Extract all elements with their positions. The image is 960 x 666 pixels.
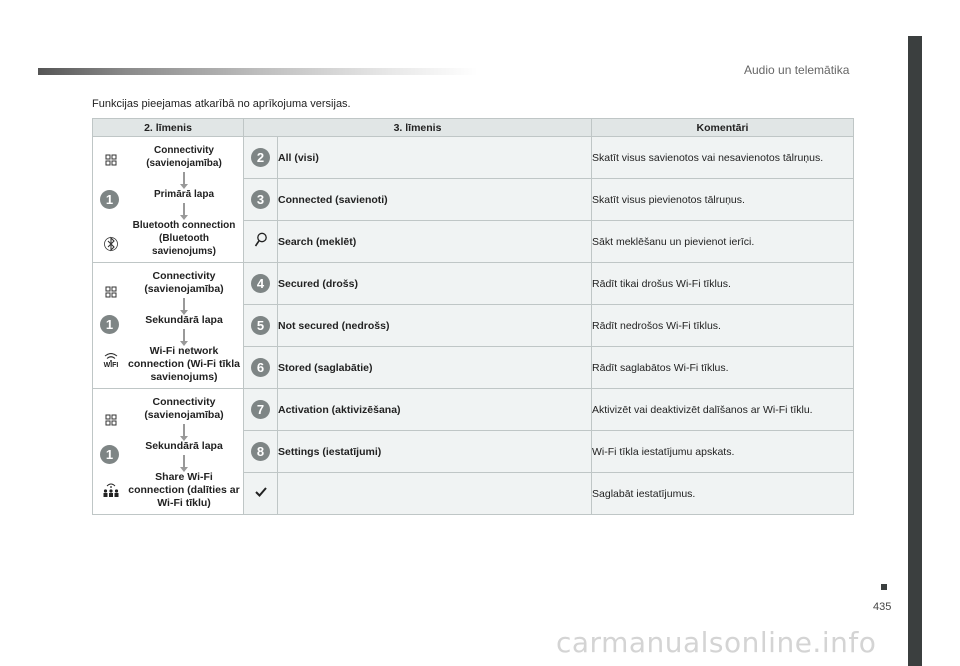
share-users-icon <box>101 480 121 500</box>
comment-text: Skatīt visus savienotos vai nesavienotos tālruņus. <box>592 137 854 179</box>
level3-label: Secured (drošs) <box>278 263 592 305</box>
level3-badge: 6 <box>251 358 270 377</box>
level3-badge: 8 <box>251 442 270 461</box>
comment-text: Wi-Fi tīkla iestatījumu apskats. <box>592 431 854 473</box>
down-arrow-icon <box>183 455 185 469</box>
down-arrow-icon <box>183 172 185 186</box>
level1-badge: 1 <box>100 190 119 209</box>
grid-icon <box>101 150 121 170</box>
level3-label: Stored (saglabātie) <box>278 347 592 389</box>
level3-label: Connected (savienoti) <box>278 179 592 221</box>
header-comments: Komentāri <box>592 119 854 137</box>
level3-label: Search (meklēt) <box>278 221 592 263</box>
level3-label: Not secured (nedrošs) <box>278 305 592 347</box>
level3-badge: 7 <box>251 400 270 419</box>
level1-badge: 1 <box>100 315 119 334</box>
level2-text-item: Bluetooth connection (Bluetooth savienojums) <box>132 219 236 257</box>
level3-label: Activation (aktivizēšana) <box>278 389 592 431</box>
level2-text-page: Sekundārā lapa <box>145 313 223 326</box>
function-table <box>92 118 854 515</box>
comment-text: Skatīt visus pievienotos tālruņus. <box>592 179 854 221</box>
level2-text-page: Primārā lapa <box>153 188 215 200</box>
comment-text: Saglabāt iestatījumus. <box>592 473 854 515</box>
grid-icon <box>101 282 121 302</box>
level1-badge: 1 <box>100 445 119 464</box>
header-level3: 3. līmenis <box>244 119 592 137</box>
wifi-icon-label: WIFI <box>103 362 119 369</box>
level2-text-item: Share Wi-Fi connection (dalīties ar Wi-Fi tīklu) <box>128 470 240 509</box>
down-arrow-icon <box>183 298 185 312</box>
comment-text: Rādīt nedrošos Wi-Fi tīklus. <box>592 305 854 347</box>
level2-text-item: Wi-Fi network connection (Wi-Fi tīkla savienojums) <box>128 344 240 383</box>
comment-text: Aktivizēt vai deaktivizēt dalīšanos ar Wi-Fi tīklu. <box>592 389 854 431</box>
checkmark-icon <box>255 488 267 500</box>
level2-cell <box>93 263 244 389</box>
level3-label: Settings (iestatījumi) <box>278 431 592 473</box>
table-row <box>93 263 854 305</box>
level2-text-connectivity: Connectivity (savienojamība) <box>144 395 224 421</box>
intro-text: Funkcijas pieejamas atkarībā no aprīkojuma versijas. <box>92 98 351 110</box>
comment-text: Rādīt tikai drošus Wi-Fi tīklus. <box>592 263 854 305</box>
comment-text: Rādīt saglabātos Wi-Fi tīklus. <box>592 347 854 389</box>
section-title: Audio un telemātika <box>744 63 850 77</box>
wifi-icon <box>99 352 123 372</box>
table-row <box>93 389 854 431</box>
down-arrow-icon <box>183 424 185 438</box>
level2-text-connectivity: Connectivity (savienojamība) <box>144 269 224 295</box>
down-arrow-icon <box>183 329 185 343</box>
level3-badge: 4 <box>251 274 270 293</box>
level3-badge: 2 <box>251 148 270 167</box>
grid-icon <box>101 410 121 430</box>
chapter-tab-strip <box>908 36 922 666</box>
level3-label <box>278 473 592 515</box>
header-gradient-bar <box>38 68 478 75</box>
level3-badge: 5 <box>251 316 270 335</box>
level2-text-page: Sekundārā lapa <box>145 439 223 452</box>
search-icon <box>254 239 268 251</box>
watermark: carmanualsonline.info <box>556 626 877 659</box>
bluetooth-icon <box>101 234 121 254</box>
page-number: 435 <box>873 601 892 613</box>
table-row <box>93 137 854 179</box>
comment-text: Sākt meklēšanu un pievienot ierīci. <box>592 221 854 263</box>
header-level2: 2. līmenis <box>93 119 244 137</box>
page-marker <box>881 584 887 590</box>
table-header-row <box>93 119 854 137</box>
level2-cell <box>93 137 244 263</box>
level2-text-connectivity: Connectivity (savienojamība) <box>146 144 222 169</box>
level3-label: All (visi) <box>278 137 592 179</box>
down-arrow-icon <box>183 203 185 217</box>
level2-cell <box>93 389 244 515</box>
level3-badge: 3 <box>251 190 270 209</box>
